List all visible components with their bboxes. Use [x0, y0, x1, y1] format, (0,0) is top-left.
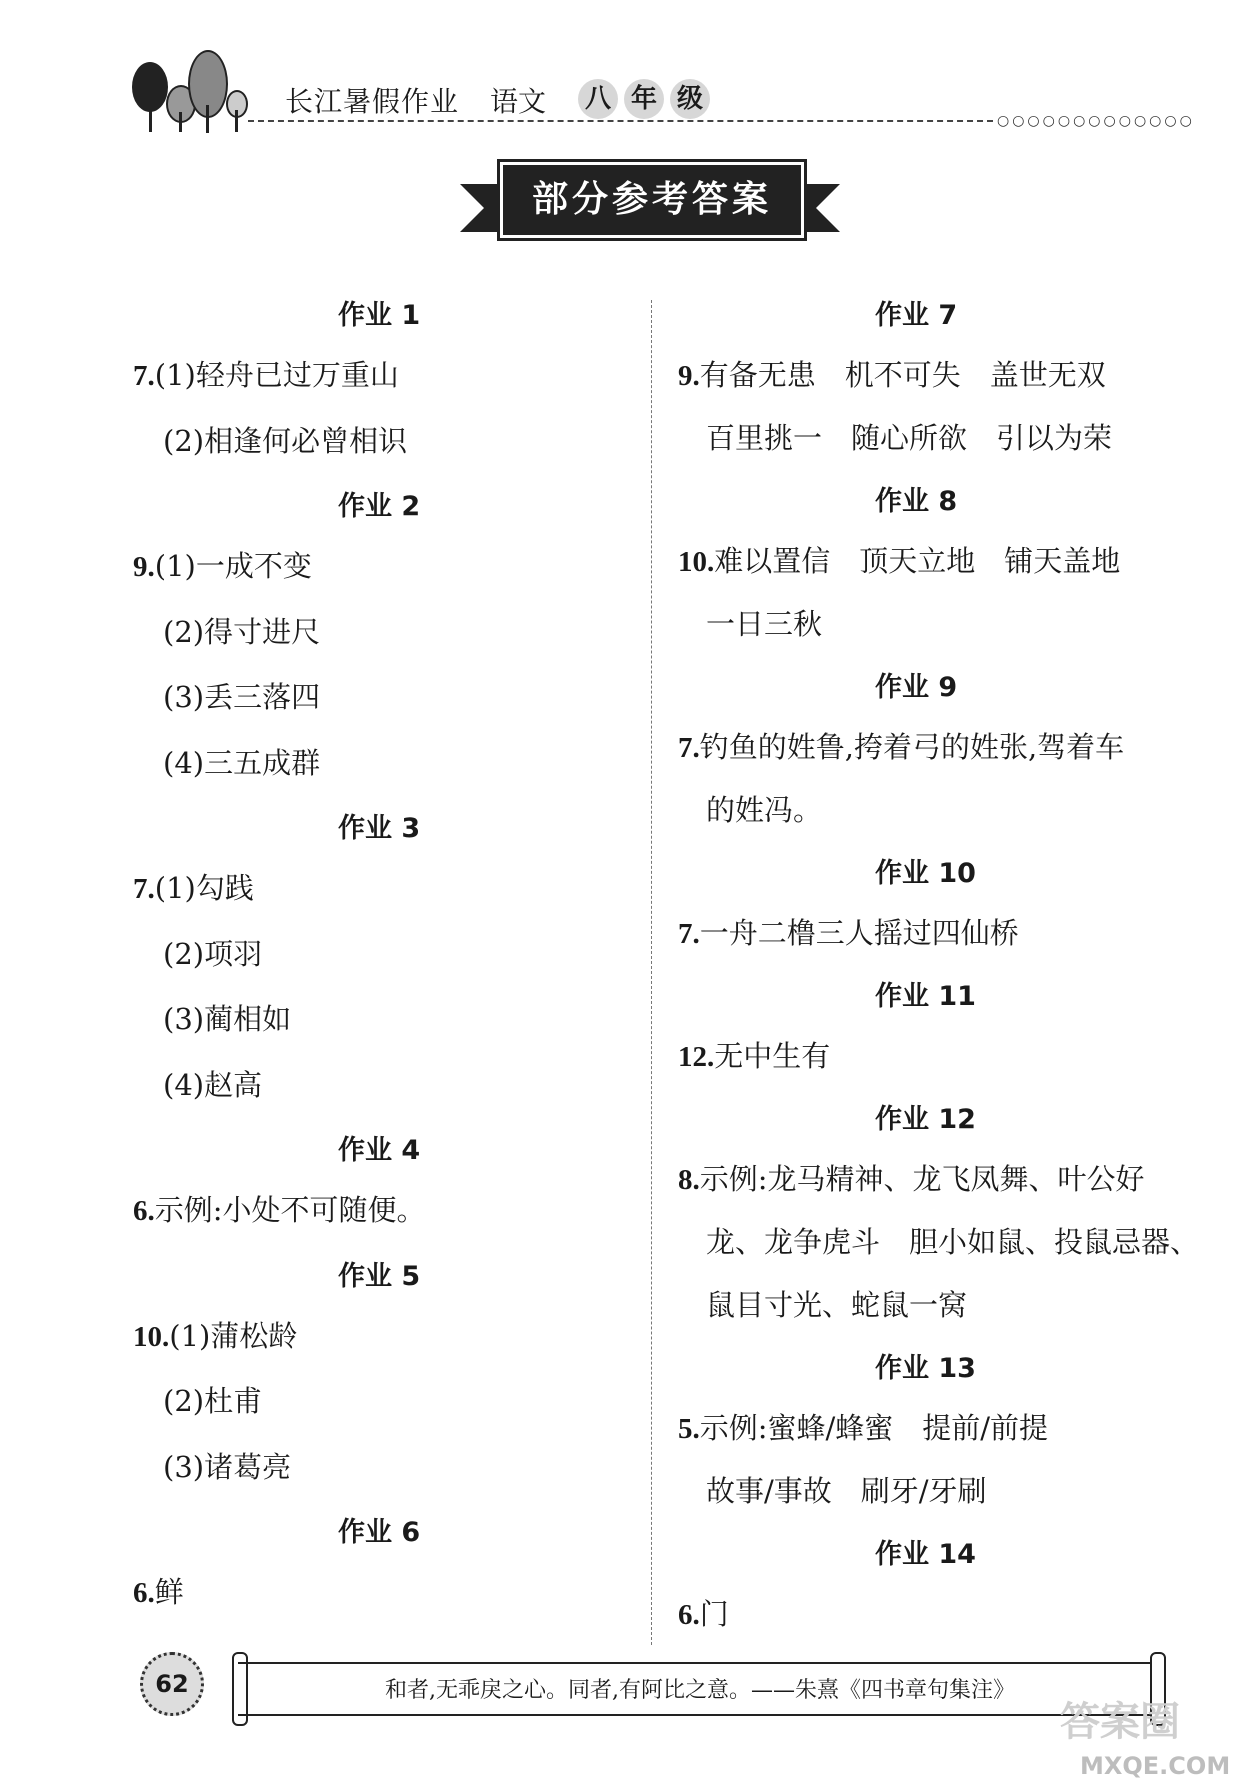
- section-title: 作业 2: [338, 491, 421, 522]
- answer-text: (4)三五成群: [163, 745, 321, 780]
- answer-line: [706, 1283, 967, 1324]
- answer-line: [163, 1063, 262, 1104]
- answer-text: (3)诸葛亮: [163, 1449, 292, 1484]
- watermark-url: MXQE.COM: [1080, 1752, 1231, 1780]
- answer-text: 故事/事故 刷牙/牙刷: [706, 1474, 987, 1508]
- section-title: 作业 12: [875, 1104, 976, 1135]
- answer-line: [133, 1314, 297, 1355]
- answer-line: [163, 1379, 262, 1420]
- answer-text: 示例:龙马精神、龙飞凤舞、叶公好: [699, 1162, 1145, 1196]
- answer-text: (2)得寸进尺: [163, 614, 321, 649]
- answer-text: 示例:蜜蜂/蜂蜜 提前/前提: [699, 1411, 1049, 1445]
- question-number: 5.: [678, 1413, 700, 1445]
- section-title: 作业 10: [875, 858, 976, 889]
- grade-char-1: 八: [578, 79, 618, 119]
- answer-text: 钓鱼的姓鲁,挎着弓的姓张,驾着车: [699, 730, 1125, 764]
- answer-text: (1)轻舟已过万重山: [154, 358, 399, 392]
- grade-char-3: 级: [670, 79, 710, 119]
- answer-line: [133, 1570, 184, 1611]
- series-title: 长江暑假作业: [285, 85, 460, 118]
- subject-label: 语文: [490, 85, 547, 118]
- question-number: 6.: [133, 1195, 155, 1227]
- answer-text: 的姓冯。: [706, 793, 823, 827]
- page-number-badge: 62: [140, 1652, 204, 1716]
- question-number: 9.: [678, 360, 700, 392]
- answer-text: (3)丢三落四: [163, 680, 321, 714]
- question-number: 7.: [133, 873, 155, 905]
- answer-line: [706, 1220, 1199, 1261]
- answer-text: (2)杜甫: [163, 1384, 263, 1418]
- question-number: 6.: [678, 1599, 700, 1631]
- answer-text: (2)相逢何必曾相识: [163, 423, 408, 458]
- answer-line: [163, 1445, 291, 1486]
- answer-line: [163, 997, 291, 1038]
- answer-line: [678, 1592, 729, 1633]
- section-title: 作业 1: [338, 300, 421, 331]
- question-number: 9.: [133, 551, 155, 583]
- answer-line: [678, 725, 1124, 766]
- answer-line: [678, 1034, 830, 1075]
- section-title: 作业 7: [875, 300, 958, 331]
- question-number: 6.: [133, 1577, 155, 1609]
- question-number: 7.: [133, 360, 155, 392]
- answer-line: [163, 675, 320, 716]
- question-number: 10.: [678, 546, 715, 578]
- answer-line: [163, 419, 407, 460]
- section-title: 作业 4: [338, 1135, 421, 1166]
- question-number: 12.: [678, 1041, 715, 1073]
- answer-text: 一日三秋: [706, 607, 823, 641]
- header-dots: ○○○○○○○○○○○○○: [997, 113, 1195, 129]
- section-title: 作业 14: [875, 1539, 976, 1570]
- answer-line: [706, 416, 1112, 457]
- section-title: 作业 9: [875, 672, 958, 703]
- answer-line: [133, 544, 312, 585]
- question-number: 7.: [678, 732, 700, 764]
- page-title: 部分参考答案: [500, 162, 804, 238]
- answer-text: 有备无患 机不可失 盖世无双: [699, 358, 1106, 392]
- answer-text: 门: [699, 1597, 729, 1631]
- answer-line: [706, 788, 822, 829]
- section-title: 作业 5: [338, 1260, 421, 1292]
- answer-text: (1)蒲松龄: [169, 1318, 298, 1353]
- answer-line: [163, 932, 262, 973]
- answer-text: (3)蔺相如: [163, 1002, 292, 1036]
- answer-text: 一舟二橹三人摇过四仙桥: [699, 916, 1019, 950]
- answer-text: 难以置信 顶天立地 铺天盖地: [714, 544, 1121, 578]
- answer-text: (1)一成不变: [154, 549, 312, 583]
- answer-line: [133, 1188, 426, 1229]
- answer-line: [133, 353, 399, 394]
- answer-line: [678, 539, 1120, 580]
- answer-text: 鲜: [154, 1575, 184, 1609]
- question-number: 7.: [678, 918, 700, 950]
- answer-line: [163, 741, 320, 782]
- answer-line: [706, 1469, 987, 1510]
- answer-text: (4)赵高: [163, 1067, 263, 1102]
- section-title: 作业 11: [875, 981, 976, 1012]
- answer-text: (2)项羽: [163, 936, 263, 971]
- answer-line: [133, 866, 254, 907]
- answer-text: 示例:小处不可随便。: [154, 1193, 426, 1227]
- column-divider: [651, 300, 652, 1645]
- answer-text: (1)勾践: [154, 871, 254, 905]
- section-title: 作业 6: [338, 1517, 421, 1548]
- question-number: 10.: [133, 1320, 170, 1353]
- answer-text: 百里挑一 随心所欲 引以为荣: [706, 421, 1113, 455]
- grade-char-2: 年: [624, 79, 664, 119]
- answer-line: [706, 602, 822, 643]
- answer-line: [163, 610, 320, 651]
- header-divider: [248, 120, 993, 122]
- section-title: 作业 8: [875, 486, 958, 517]
- watermark-logo: 答案圈: [1060, 1699, 1180, 1745]
- question-number: 8.: [678, 1164, 700, 1196]
- answer-line: [678, 1406, 1048, 1447]
- answer-line: [678, 911, 1019, 952]
- answer-text: 无中生有: [714, 1039, 831, 1073]
- answer-line: [678, 353, 1106, 394]
- answer-text: 鼠目寸光、蛇鼠一窝: [706, 1288, 968, 1322]
- answer-text: 龙、龙争虎斗 胆小如鼠、投鼠忌器、: [706, 1225, 1200, 1259]
- section-title: 作业 3: [338, 813, 421, 844]
- section-title: 作业 13: [875, 1353, 976, 1384]
- footer-quote: 和者,无乖戾之心。同者,有阿比之意。——朱熹《四书章句集注》: [385, 1678, 1015, 1703]
- answer-line: [678, 1157, 1145, 1198]
